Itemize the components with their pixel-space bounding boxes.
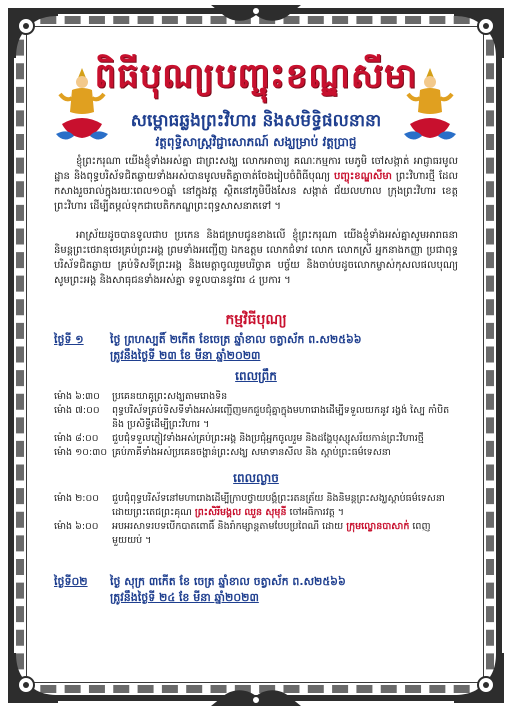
afternoon-title: ពេលល្ងាច: [233, 471, 279, 485]
pagoda-name: វត្តពុទ្ធិសាស្ត្រវិជ្ជាសោភណ៍ សង្ឃម្រាប់ វត្តប្រាជ្ញ: [155, 135, 357, 149]
schedule-row: [54, 520, 458, 548]
schedule-row: [54, 432, 458, 446]
schedule-time: ម៉ោង ៨:០០: [54, 433, 99, 444]
afternoon-heading: [0, 470, 512, 488]
schedule-desc: ប្រគេនយាគូព្រះសង្ឃតាមរោងទិន: [112, 391, 228, 402]
schedule-desc-end: ពេញមួយយប់ ។: [112, 521, 431, 546]
morning-title: ពេលព្រឹក: [235, 369, 277, 383]
schedule-time: ម៉ោង ១០:៣០: [54, 447, 108, 458]
bottom-ornament-icon: [211, 686, 301, 708]
schedule-desc: [112, 520, 458, 548]
page-title: ពិធីបុណ្យបញ្ចុះខណ្ឌសីមា: [94, 56, 418, 96]
day-2-block: [54, 574, 458, 606]
top-ornament-icon: [211, 3, 301, 25]
schedule-desc: ពុទ្ធបរិស័ទគ្រប់ទិសទីទាំងអស់អញ្ជើញមកជួបជុំគ្នាក្នុងមហារោងដើម្បីទទួលយកនូវ រង្វង់ ស្បៃ កាំបិត និង ប្រសិទ្ធីដើម្បីព្រះវិហារ ។: [112, 405, 450, 430]
afternoon-schedule: [54, 492, 458, 548]
day-1-block: [54, 332, 458, 364]
schedule-time: ម៉ោង ៦:៣០: [54, 391, 100, 402]
schedule-desc-text: អបអរសាទរបទបើកបាតពោធិ៍ និងរាំកម្សាន្តតាមបែបប្រពៃណី ដោយ: [112, 521, 344, 532]
schedule-time: ម៉ោង ៦:០០: [54, 521, 99, 532]
troupe-name: ក្រុមល្ខោនបាសាក់: [346, 521, 410, 532]
schedule-time: ម៉ោង ៧:០០: [54, 405, 100, 416]
day-1-gregorian: ត្រូវនឹងថ្ងៃទី ២៣ ខែ មីនា ឆ្នាំ២០២៣: [110, 349, 261, 362]
schedule-row: [54, 492, 458, 520]
schedule-desc-end: ចៅអធិការវត្ត ។: [289, 507, 345, 518]
schedule-desc: [112, 492, 458, 520]
intro-text-2: អាស្រ័យដូចបានទូលជាប ប្រកេន និងជម្រាបជូនខាងលើ ខ្ញុំព្រះករុណា យើងខ្ញុំទាំងអស់គ្នាសូមអារាធនា និមន្តព្រះថេរានុថេរគ្រប់ព្រះអង្គ ព្រមទាំងអញ្ជើញ ឯកឧត្តម លោកជំទាវ លោក លោកស្រី អ្នកនាងកញ្ញា ប្រជាពុទ្ធបរិស័ទជិតឆ្ងាយ គ្រប់ទិសទីព្រះអង្គ និងមេត្តាចូលរួមបរិច្ចាគ បច្ច័យ និងចាប់បដូចលោកម្ចាស់កុសលផលបុណ្យ សូមព្រះអង្គ និងសាធុជនទាំងអស់គ្នា ទទួលបាននូវពរ ៤ ប្រការ ។: [54, 230, 458, 286]
schedule-desc: គ្រប់ភាគីទាំងអស់ប្រគេនចង្ហាន់ព្រះសង្ឃ សមាទានសីល និង ស្តាប់ព្រះធម៌ទេសនា: [112, 447, 391, 458]
schedule-desc-text: ជួបជុំពុទ្ធបរិស័ទនៅមហារោងដើម្បីក្រាបថ្វាយបង្គំព្រះរតនត្រ័យ និងនិមន្តព្រះសង្ឃស្តាប់ធម៌ទេសនា ដោយព្រះតេជព្រះគុណ: [112, 493, 445, 518]
schedule-row: [54, 404, 458, 432]
intro-text-end: ព្រះវិហារថ្មី ដែលកសាងរួចរាល់ក្នុងរយៈពេល១០ឆ្នាំ នៅក្នុងវត្ត ស្ថិតនៅភូមិបឹងសែន សង្កាត់ ជ័យលហាល ក្រុងព្រះវិហារ ខេត្តព្រះវិហារ ដើម្បីតម្កល់ទុកជាបេតិកភណ្ឌព្រះពុទ្ធសាសនាតទៅ ។: [54, 171, 458, 212]
day-2-label: ថ្ងៃទី០២: [54, 575, 88, 588]
schedule-desc: ជួបជុំទទួលភ្ញៀវទាំងអស់គ្រប់ព្រះអង្គ និងប្រជុំអ្នកចូលរួម និងដង្ហែបុស្សុសរ័យកាន់ព្រះវិហារថ្មី: [112, 433, 424, 444]
morning-schedule: [54, 390, 458, 460]
corner-ornament-icon: [450, 649, 508, 707]
program-title: កម្មវិធីបុណ្យ: [225, 312, 287, 328]
day-1-date: ថ្ងៃ ព្រហស្បតិ៍ ២កើត ខែចេត្រ ឆ្នាំខាល ចត្វាស័ក ព.ស២៥៦៦: [110, 333, 362, 346]
day-2-date: ថ្ងៃ សុក្រ ៣កើត ខែ ចេត្រ ឆ្នាំខាល ចត្វាស័ក ព.ស២៥៦៦: [110, 575, 346, 588]
schedule-row: [54, 446, 458, 460]
day-1-label: ថ្ងៃទី ១: [54, 333, 84, 346]
morning-heading: [0, 368, 512, 386]
day-2-gregorian: ត្រូវនឹងថ្ងៃទី ២៤ ខែ មីនា ឆ្នាំ២០២៣: [110, 591, 259, 604]
monk-name: ព្រះសិរីមង្គល ឈួន សុមុនី: [194, 507, 287, 518]
intro-text: ខ្ញុំព្រះករុណា យើងខ្ញុំទាំងអស់គ្នា ជាព្រះសង្ឃ លោកអាចារ្យ គណៈកម្មការ មេភូមិ ចៅសង្កាត់ អាជ្ញាធរមូលដ្ឋាន និងពុទ្ធបរិស័ទជិតឆ្ងាយទាំងអស់បានមូលមតិគ្នាចាត់ចែងរៀបចំពិធីបុណ្យ: [54, 156, 458, 182]
schedule-row: [54, 390, 458, 404]
page-subtitle: សម្ពោធឆ្លងព្រះវិហារ និងសមិទ្ធិផលនានា: [130, 111, 382, 131]
intro-paragraph-2: [54, 228, 458, 288]
intro-paragraph-1: [54, 154, 458, 214]
schedule-time: ម៉ោង ២:០០: [54, 493, 99, 504]
corner-ornament-icon: [4, 649, 62, 707]
intro-highlight: បញ្ចុះខណ្ឌសីមា: [334, 171, 392, 182]
